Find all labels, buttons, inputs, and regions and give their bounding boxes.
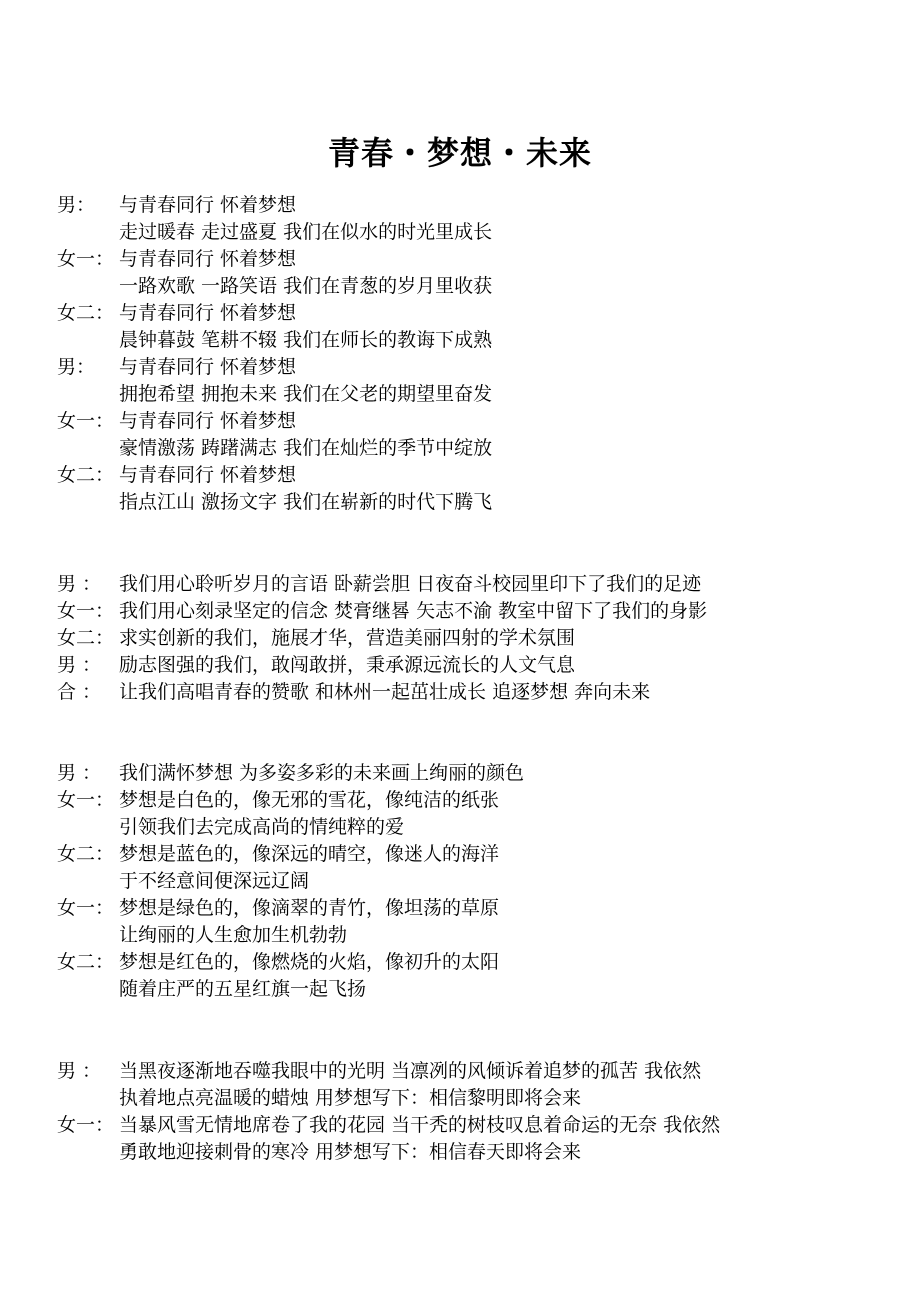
script-line	[57, 273, 877, 300]
poem-section-2	[57, 571, 877, 706]
line-text: 求实创新的我们，施展才华，营造美丽四射的学术氛围	[119, 627, 576, 649]
line-text: 走过暖春 走过盛夏 我们在似水的时光里成长	[119, 221, 493, 243]
poem-section-1	[57, 192, 877, 516]
line-text: 励志图强的我们，敢闯敢拼，秉承源远流长的人文气息	[119, 654, 576, 676]
script-line	[57, 1112, 877, 1139]
speaker-label: 女一：	[57, 600, 115, 622]
speaker-label: 女二：	[57, 302, 115, 324]
speaker-label: 女二：	[57, 464, 115, 486]
script-line	[57, 949, 877, 976]
line-text: 于不经意间便深远辽阔	[119, 870, 310, 892]
line-text: 与青春同行 怀着梦想	[119, 302, 297, 324]
line-text: 当黑夜逐渐地吞噬我眼中的光明 当凛冽的风倾诉着追梦的孤苦 我依然	[119, 1060, 702, 1082]
line-text: 与青春同行 怀着梦想	[119, 248, 297, 270]
line-text: 与青春同行 怀着梦想	[119, 410, 297, 432]
script-line	[57, 760, 877, 787]
page-title: 青春・梦想・未来	[327, 134, 592, 172]
line-text: 梦想是白色的，像无邪的雪花，像纯洁的纸张	[119, 789, 500, 811]
script-line	[57, 976, 877, 1003]
script-line	[57, 814, 877, 841]
script-line	[57, 462, 877, 489]
line-text: 与青春同行 怀着梦想	[119, 464, 297, 486]
script-line	[57, 354, 877, 381]
script-line	[57, 192, 877, 219]
script-line	[57, 1139, 877, 1166]
speaker-label: 男 ：	[57, 762, 102, 784]
line-text: 梦想是绿色的，像滴翠的青竹，像坦荡的草原	[119, 897, 500, 919]
script-line	[57, 435, 877, 462]
line-text: 让绚丽的人生愈加生机勃勃	[119, 924, 348, 946]
line-text: 当暴风雪无情地席卷了我的花园 当干秃的树枝叹息着命运的无奈 我依然	[119, 1114, 721, 1136]
script-line	[57, 327, 877, 354]
speaker-label: 男 ：	[57, 654, 102, 676]
line-text: 引领我们去完成高尚的情纯粹的爱	[119, 816, 405, 838]
speaker-label: 女二：	[57, 627, 115, 649]
line-text: 与青春同行 怀着梦想	[119, 194, 297, 216]
line-text: 我们用心刻录坚定的信念 焚膏继晷 矢志不渝 教室中留下了我们的身影	[119, 600, 708, 622]
script-line	[57, 571, 877, 598]
speaker-label: 女一：	[57, 789, 115, 811]
line-text: 梦想是红色的，像燃烧的火焰，像初升的太阳	[119, 951, 500, 973]
script-line	[57, 381, 877, 408]
script-line	[57, 408, 877, 435]
script-line	[57, 219, 877, 246]
line-text: 与青春同行 怀着梦想	[119, 356, 297, 378]
speaker-label: 女二：	[57, 951, 115, 973]
script-line	[57, 895, 877, 922]
speaker-label: 男：	[57, 356, 96, 378]
speaker-label: 合 ：	[57, 681, 102, 703]
speaker-label: 女一：	[57, 410, 115, 432]
script-line	[57, 841, 877, 868]
script-line	[57, 868, 877, 895]
line-text: 指点江山 激扬文字 我们在崭新的时代下腾飞	[119, 491, 493, 513]
script-line	[57, 679, 877, 706]
line-text: 拥抱希望 拥抱未来 我们在父老的期望里奋发	[119, 383, 493, 405]
script-line	[57, 625, 877, 652]
poem-section-3	[57, 760, 877, 1003]
script-line	[57, 246, 877, 273]
speaker-label: 女一：	[57, 248, 115, 270]
script-line	[57, 598, 877, 625]
script-line	[57, 1085, 877, 1112]
line-text: 豪情激荡 踌躇满志 我们在灿烂的季节中绽放	[119, 437, 493, 459]
line-text: 梦想是蓝色的，像深远的晴空，像迷人的海洋	[119, 843, 500, 865]
line-text: 晨钟暮鼓 笔耕不辍 我们在师长的教诲下成熟	[119, 329, 493, 351]
line-text: 勇敢地迎接刺骨的寒冷 用梦想写下：相信春天即将会来	[119, 1141, 582, 1163]
script-line	[57, 652, 877, 679]
speaker-label: 女一：	[57, 1114, 115, 1136]
speaker-label: 男 ：	[57, 573, 102, 595]
poem-section-4	[57, 1058, 877, 1166]
line-text: 我们满怀梦想 为多姿多彩的未来画上绚丽的颜色	[119, 762, 525, 784]
speaker-label: 女一：	[57, 897, 115, 919]
line-text: 一路欢歌 一路笑语 我们在青葱的岁月里收获	[119, 275, 493, 297]
speaker-label: 男：	[57, 194, 96, 216]
script-line	[57, 1058, 877, 1085]
script-line	[57, 922, 877, 949]
line-text: 随着庄严的五星红旗一起飞扬	[119, 978, 367, 1000]
line-text: 执着地点亮温暖的蜡烛 用梦想写下：相信黎明即将会来	[119, 1087, 582, 1109]
script-line	[57, 787, 877, 814]
speaker-label: 女二：	[57, 843, 115, 865]
script-line	[57, 300, 877, 327]
speaker-label: 男 ：	[57, 1060, 102, 1082]
line-text: 我们用心聆听岁月的言语 卧薪尝胆 日夜奋斗校园里印下了我们的足迹	[119, 573, 702, 595]
line-text: 让我们高唱青春的赞歌 和林州一起茁壮成长 追逐梦想 奔向未来	[119, 681, 651, 703]
script-line	[57, 489, 877, 516]
